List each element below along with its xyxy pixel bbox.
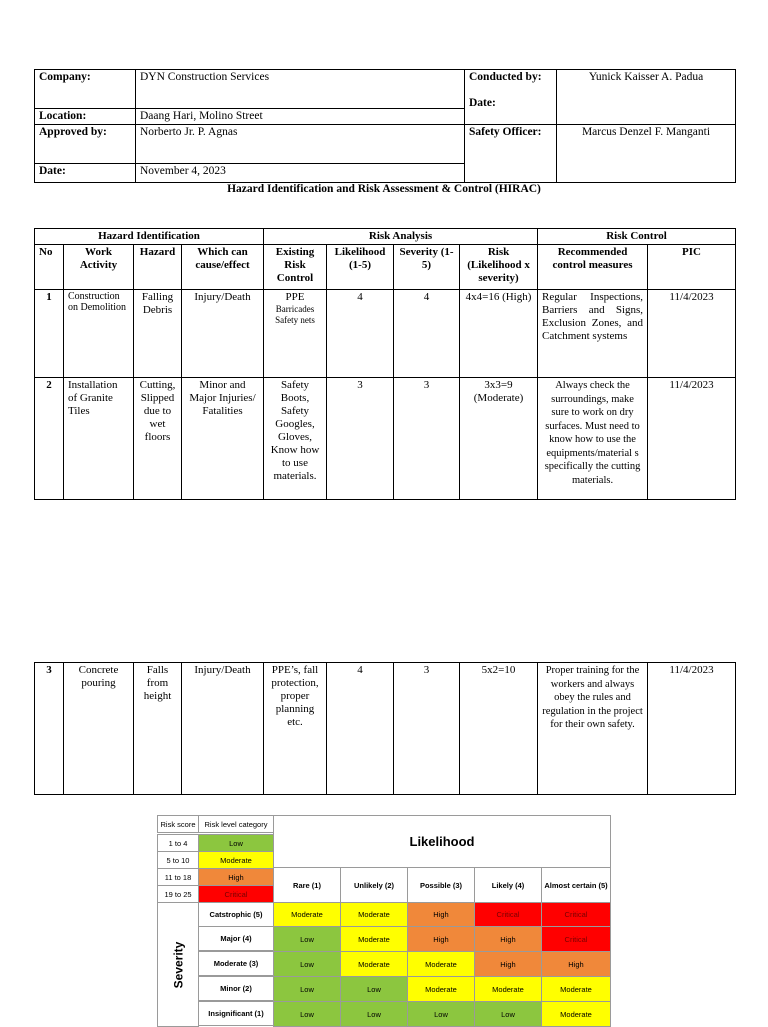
matrix-cell: Moderate xyxy=(541,1001,611,1027)
row-existing-control: PPE’s, fall protection, proper planning etc. xyxy=(264,663,327,795)
hirac-table-continued xyxy=(34,662,736,795)
matrix-cell: High xyxy=(474,951,542,977)
matrix-cell: Moderate xyxy=(340,926,408,952)
likelihood-col-possible: Possible (3) xyxy=(407,867,475,903)
matrix-cell: Low xyxy=(407,1001,475,1027)
row-likelihood: 4 xyxy=(327,663,394,795)
row-measures: Always check the surroundings, make sure to work on dry surfaces. Must need to know how to use the equipments/material s specifically the cutting materials. xyxy=(538,378,648,500)
row-risk: 5x2=10 xyxy=(460,663,538,795)
matrix-cell: Low xyxy=(474,1001,542,1027)
matrix-cell: Moderate xyxy=(407,976,475,1002)
row-hazard: Falls from height xyxy=(134,663,182,795)
col-header-risk: Risk (Likelihood x severity) xyxy=(460,245,538,290)
matrix-cell: Low xyxy=(273,926,341,952)
severity-row-insignificant: Insignificant (1) xyxy=(198,1001,274,1026)
severity-row-moderate: Moderate (3) xyxy=(198,951,274,976)
legend-header-score: Risk score xyxy=(157,815,199,833)
row-existing-control xyxy=(264,290,327,378)
likelihood-col-unlikely: Unlikely (2) xyxy=(340,867,408,903)
severity-row-major: Major (4) xyxy=(198,926,274,951)
legend-level-low: Low xyxy=(198,834,274,852)
table-row xyxy=(35,290,736,378)
location-value: Daang Hari, Molino Street xyxy=(136,109,465,125)
conducted-by-label: Conducted by: xyxy=(469,71,542,83)
matrix-cell: High xyxy=(407,902,475,927)
table-row xyxy=(35,378,736,500)
severity-row-minor: Minor (2) xyxy=(198,976,274,1001)
matrix-cell: Moderate xyxy=(340,902,408,927)
matrix-cell: Moderate xyxy=(474,976,542,1002)
row-hazard: Falling Debris xyxy=(134,290,182,378)
row-hazard: Cutting, Slipped due to wet floors xyxy=(134,378,182,500)
group-hazard-identification: Hazard Identification xyxy=(35,229,264,245)
col-header-effect: Which can cause/effect xyxy=(182,245,264,290)
matrix-cell: Low xyxy=(273,1001,341,1027)
legend-level-high: High xyxy=(198,868,274,886)
col-header-measures: Recommended control measures xyxy=(538,245,648,290)
matrix-cell: Moderate xyxy=(340,951,408,977)
legend-score: 11 to 18 xyxy=(157,868,199,886)
matrix-cell: High xyxy=(474,926,542,952)
row-activity: Construction on Demolition xyxy=(64,290,134,378)
safety-officer-value: Marcus Denzel F. Manganti xyxy=(557,125,736,183)
group-risk-analysis: Risk Analysis xyxy=(264,229,538,245)
row-control-main: PPE xyxy=(285,291,305,303)
matrix-cell: Moderate xyxy=(273,902,341,927)
conducted-by-cell xyxy=(465,70,557,125)
col-header-work-activity: Work Activity xyxy=(64,245,134,290)
likelihood-col-likely: Likely (4) xyxy=(474,867,542,903)
matrix-cell: Low xyxy=(340,976,408,1002)
row-pic: 11/4/2023 xyxy=(648,378,736,500)
row-measures: Regular Inspections, Barriers and Signs, Exclusion Zones, and Catchment systems xyxy=(538,290,648,378)
row-no: 2 xyxy=(35,378,64,500)
matrix-cell: High xyxy=(541,951,611,977)
row-activity: Concrete pouring xyxy=(64,663,134,795)
approved-by-label: Approved by: xyxy=(35,125,136,164)
safety-officer-label: Safety Officer: xyxy=(465,125,557,183)
matrix-cell: Low xyxy=(273,976,341,1002)
legend-score: 5 to 10 xyxy=(157,851,199,869)
header-table xyxy=(34,69,736,183)
legend-score: 1 to 4 xyxy=(157,834,199,852)
col-header-no: No xyxy=(35,245,64,290)
matrix-cell: High xyxy=(407,926,475,952)
col-header-severity: Severity (1-5) xyxy=(394,245,460,290)
severity-row-catastrophic: Catstrophic (5) xyxy=(198,902,274,927)
location-label: Location: xyxy=(35,109,136,125)
table-row xyxy=(35,663,736,795)
row-control-sub2: Safety nets xyxy=(275,315,315,325)
col-header-hazard: Hazard xyxy=(134,245,182,290)
legend-header-level: Risk level category xyxy=(198,815,274,833)
matrix-cell: Critical xyxy=(541,902,611,927)
row-effect: Injury/Death xyxy=(182,663,264,795)
company-label: Company: xyxy=(35,70,136,109)
row-likelihood: 4 xyxy=(327,290,394,378)
row-control-sub1: Barricades xyxy=(275,304,315,314)
matrix-cell: Low xyxy=(340,1001,408,1027)
col-header-existing-control: Existing Risk Control xyxy=(264,245,327,290)
row-risk: 3x3=9 (Moderate) xyxy=(460,378,538,500)
matrix-cell: Moderate xyxy=(407,951,475,977)
row-activity: Installation of Granite Tiles xyxy=(64,378,134,500)
row-no: 3 xyxy=(35,663,64,795)
likelihood-title: Likelihood xyxy=(273,815,611,868)
row-risk: 4x4=16 (High) xyxy=(460,290,538,378)
date-value: November 4, 2023 xyxy=(136,164,465,183)
risk-matrix xyxy=(157,815,611,1024)
matrix-cell: Moderate xyxy=(541,976,611,1002)
row-effect: Minor and Major Injuries/ Fatalities xyxy=(182,378,264,500)
row-severity: 3 xyxy=(394,378,460,500)
row-existing-control: Safety Boots, Safety Googles, Gloves, Know how to use materials. xyxy=(264,378,327,500)
hirac-table xyxy=(34,228,736,500)
matrix-cell: Low xyxy=(273,951,341,977)
legend-level-critical: Critical xyxy=(198,885,274,903)
row-no: 1 xyxy=(35,290,64,378)
conducted-date-label: Date: xyxy=(469,97,496,109)
document-title: Hazard Identification and Risk Assessment & Control (HIRAC) xyxy=(227,183,541,195)
conducted-by-value: Yunick Kaisser A. Padua xyxy=(557,70,736,125)
row-effect: Injury/Death xyxy=(182,290,264,378)
row-severity: 4 xyxy=(394,290,460,378)
group-risk-control: Risk Control xyxy=(538,229,736,245)
matrix-cell: Critical xyxy=(541,926,611,952)
date-label: Date: xyxy=(35,164,136,183)
row-pic: 11/4/2023 xyxy=(648,663,736,795)
company-value: DYN Construction Services xyxy=(136,70,465,109)
approved-by-value: Norberto Jr. P. Agnas xyxy=(136,125,465,164)
legend-score: 19 to 25 xyxy=(157,885,199,903)
likelihood-col-rare: Rare (1) xyxy=(273,867,341,903)
legend-level-moderate: Moderate xyxy=(198,851,274,869)
likelihood-col-almost-certain: Almost certain (5) xyxy=(541,867,611,903)
severity-title: Severity xyxy=(171,941,186,988)
row-measures: Proper training for the workers and always obey the rules and regulation in the project for their own safety. xyxy=(538,663,648,795)
row-pic: 11/4/2023 xyxy=(648,290,736,378)
row-severity: 3 xyxy=(394,663,460,795)
col-header-likelihood: Likelihood (1-5) xyxy=(327,245,394,290)
col-header-pic: PIC xyxy=(648,245,736,290)
severity-title-cell xyxy=(157,902,199,1027)
row-likelihood: 3 xyxy=(327,378,394,500)
matrix-cell: Critical xyxy=(474,902,542,927)
